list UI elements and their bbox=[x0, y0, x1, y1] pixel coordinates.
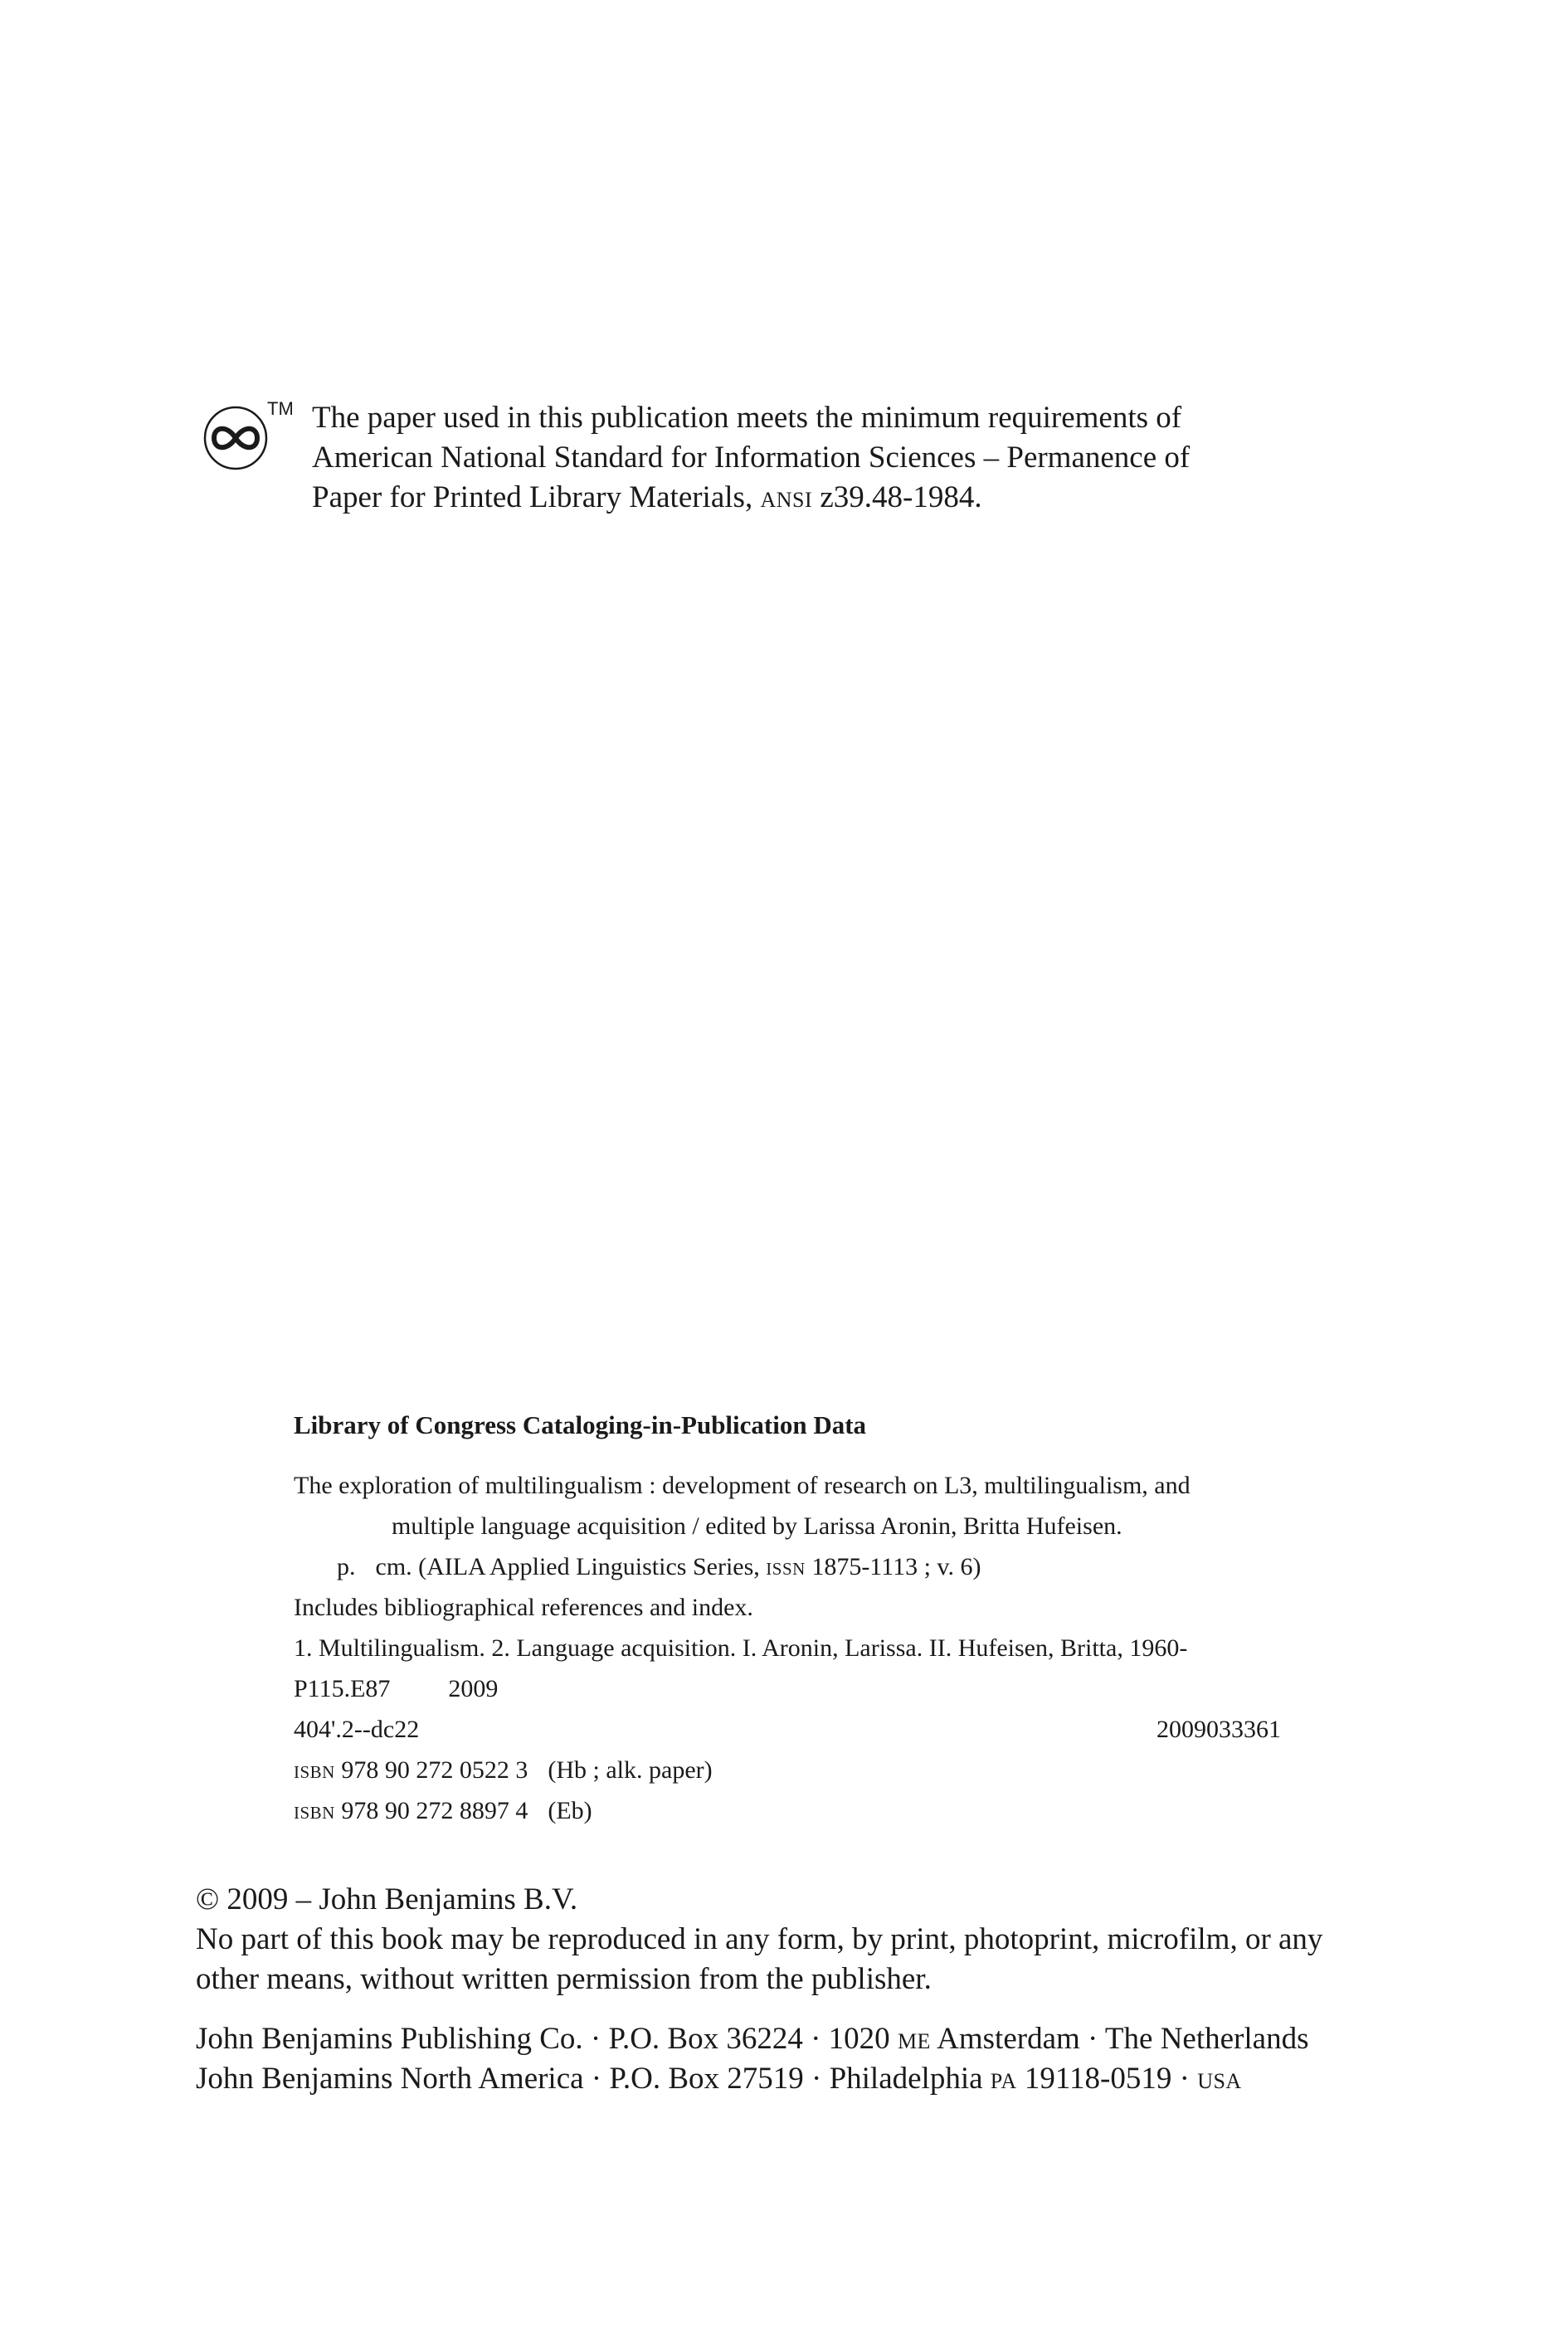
standard-number: z39.48-1984. bbox=[812, 480, 982, 514]
cip-isbn-eb bbox=[294, 1790, 1281, 1831]
cip-subjects: 1. Multilingualism. 2. Language acquisition. I. Aronin, Larissa. II. Hufeisen, Britta, 1960- bbox=[294, 1634, 1188, 1662]
cip-series-b: 1875-1113 ; v. 6) bbox=[805, 1553, 981, 1580]
notice-line-text: Paper for Printed Library Materials, bbox=[312, 480, 761, 514]
isbn-note: (Eb) bbox=[548, 1797, 592, 1824]
notice-text bbox=[312, 398, 1266, 518]
rights-line: No part of this book may be reproduced in any form, by print, photoprint, microfilm, or any bbox=[196, 1922, 1323, 1956]
cip-heading: Library of Congress Cataloging-in-Publication Data bbox=[294, 1410, 867, 1439]
copyright-block bbox=[196, 1880, 1424, 2099]
address-part: Amsterdam · The Netherlands bbox=[930, 2022, 1309, 2056]
ansi-abbrev: ansi bbox=[760, 480, 813, 514]
cip-isbn-hb bbox=[294, 1750, 1281, 1790]
address-usa bbox=[196, 2059, 1424, 2099]
trademark-symbol: TM bbox=[267, 398, 294, 419]
cip-series-a: cm. (AILA Applied Linguistics Series, bbox=[375, 1553, 767, 1580]
cataloging-in-publication-block bbox=[294, 1410, 1281, 1831]
postcode-letters: me bbox=[897, 2022, 931, 2056]
address-part: John Benjamins North America · P.O. Box 27519 · Philadelphia bbox=[196, 2062, 991, 2096]
address-part: John Benjamins Publishing Co. · P.O. Box 36224 · 1020 bbox=[196, 2022, 898, 2056]
lc-year: 2009 bbox=[448, 1675, 499, 1702]
rights-line: other means, without written permission from the publisher. bbox=[196, 1962, 932, 1996]
isbn-number: 978 90 272 0522 3 bbox=[334, 1756, 528, 1784]
isbn-abbrev: isbn bbox=[294, 1756, 335, 1784]
infinity-icon bbox=[202, 405, 269, 471]
lc-class: P115.E87 bbox=[294, 1675, 391, 1702]
notice-line: American National Standard for Information Sciences – Permanence of bbox=[312, 441, 1191, 475]
issn-abbrev: issn bbox=[766, 1553, 806, 1580]
address-netherlands bbox=[196, 2019, 1424, 2059]
state-abbrev: pa bbox=[990, 2062, 1017, 2096]
dewey-number: 404'.2--dc22 bbox=[294, 1716, 420, 1743]
address-part: 19118-0519 · bbox=[1016, 2062, 1198, 2096]
cip-physical-series bbox=[294, 1546, 1281, 1587]
notice-line: The paper used in this publication meets the minimum requirements of bbox=[312, 401, 1182, 435]
isbn-number: 978 90 272 8897 4 bbox=[334, 1797, 528, 1824]
lccn: 2009033361 bbox=[1157, 1716, 1281, 1743]
copyright-line: © 2009 – John Benjamins B.V. bbox=[196, 1882, 578, 1916]
country-abbrev: usa bbox=[1197, 2062, 1242, 2096]
cip-title-continuation: multiple language acquisition / edited by Larissa Aronin, Britta Hufeisen. bbox=[392, 1512, 1122, 1540]
cip-title-line: The exploration of multilingualism : development of research on L3, multilingualism, and bbox=[294, 1472, 1191, 1499]
isbn-note: (Hb ; alk. paper) bbox=[548, 1756, 713, 1784]
publisher-addresses bbox=[196, 2019, 1424, 2099]
cip-includes: Includes bibliographical references and index. bbox=[294, 1594, 753, 1621]
cip-pages: p. bbox=[337, 1553, 356, 1580]
isbn-abbrev: isbn bbox=[294, 1797, 335, 1824]
cip-dewey bbox=[294, 1709, 1281, 1750]
cip-lc-classification bbox=[294, 1668, 1281, 1709]
notice-line bbox=[312, 478, 1266, 518]
